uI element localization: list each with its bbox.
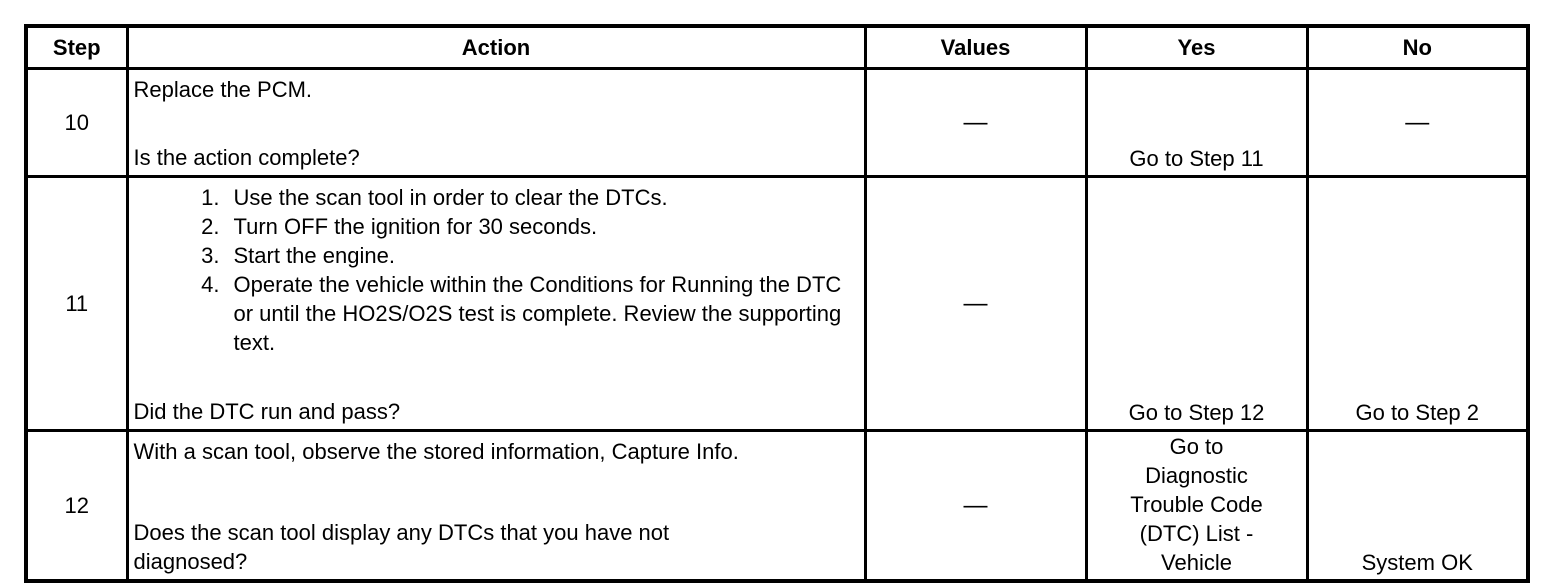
header-yes: Yes <box>1086 26 1307 69</box>
action-question: Is the action complete? <box>133 145 360 170</box>
values-cell: — <box>865 69 1086 177</box>
substep-text: Turn OFF the ignition for 30 seconds. <box>233 214 598 239</box>
list-item <box>134 241 860 270</box>
table-row <box>26 177 1528 431</box>
yes-link-text[interactable]: Go to Diagnostic Trouble Code (DTC) List - Vehicle <box>1130 434 1263 575</box>
substep-text: Start the engine. <box>233 243 395 268</box>
substep-number: 1. <box>201 185 220 210</box>
action-text: Replace the PCM. <box>133 77 313 102</box>
action-cell <box>127 69 865 177</box>
step-number: 10 <box>26 69 127 177</box>
header-step: Step <box>26 26 127 69</box>
table-row <box>26 431 1528 582</box>
substep-number: 3. <box>201 243 220 268</box>
header-values: Values <box>865 26 1086 69</box>
header-action: Action <box>127 26 865 69</box>
header-no: No <box>1307 26 1528 69</box>
values-cell: — <box>865 431 1086 582</box>
action-question: Did the DTC run and pass? <box>133 399 401 424</box>
substep-text: Use the scan tool in order to clear the DTCs. <box>233 185 668 210</box>
substep-number: 2. <box>201 214 220 239</box>
list-item <box>134 212 860 241</box>
step-number: 12 <box>26 431 127 582</box>
action-question: Does the scan tool display any DTCs that you have not diagnosed? <box>133 520 670 574</box>
table-header-row <box>26 26 1528 69</box>
diagnostic-step-table <box>24 24 1530 583</box>
no-cell: — <box>1307 69 1528 177</box>
diagnostic-table-container <box>24 24 1526 583</box>
action-cell <box>127 431 865 582</box>
no-cell: System OK <box>1307 431 1528 582</box>
yes-link[interactable]: Go to Step 12 <box>1086 177 1307 431</box>
table-row <box>26 69 1528 177</box>
list-item <box>134 270 860 357</box>
substep-list <box>134 183 860 357</box>
list-item <box>134 183 860 212</box>
no-link[interactable]: Go to Step 2 <box>1307 177 1528 431</box>
step-number: 11 <box>26 177 127 431</box>
substep-number: 4. <box>201 272 220 297</box>
action-text: With a scan tool, observe the stored information, Capture Info. <box>133 439 739 464</box>
action-cell <box>127 177 865 431</box>
yes-link[interactable]: Go to Step 11 <box>1086 69 1307 177</box>
yes-link[interactable] <box>1086 431 1307 582</box>
substep-text: Operate the vehicle within the Conditions for Running the DTC or until the HO2S/O2S test is complete. Review the supporting text. <box>233 272 842 355</box>
values-cell: — <box>865 177 1086 431</box>
